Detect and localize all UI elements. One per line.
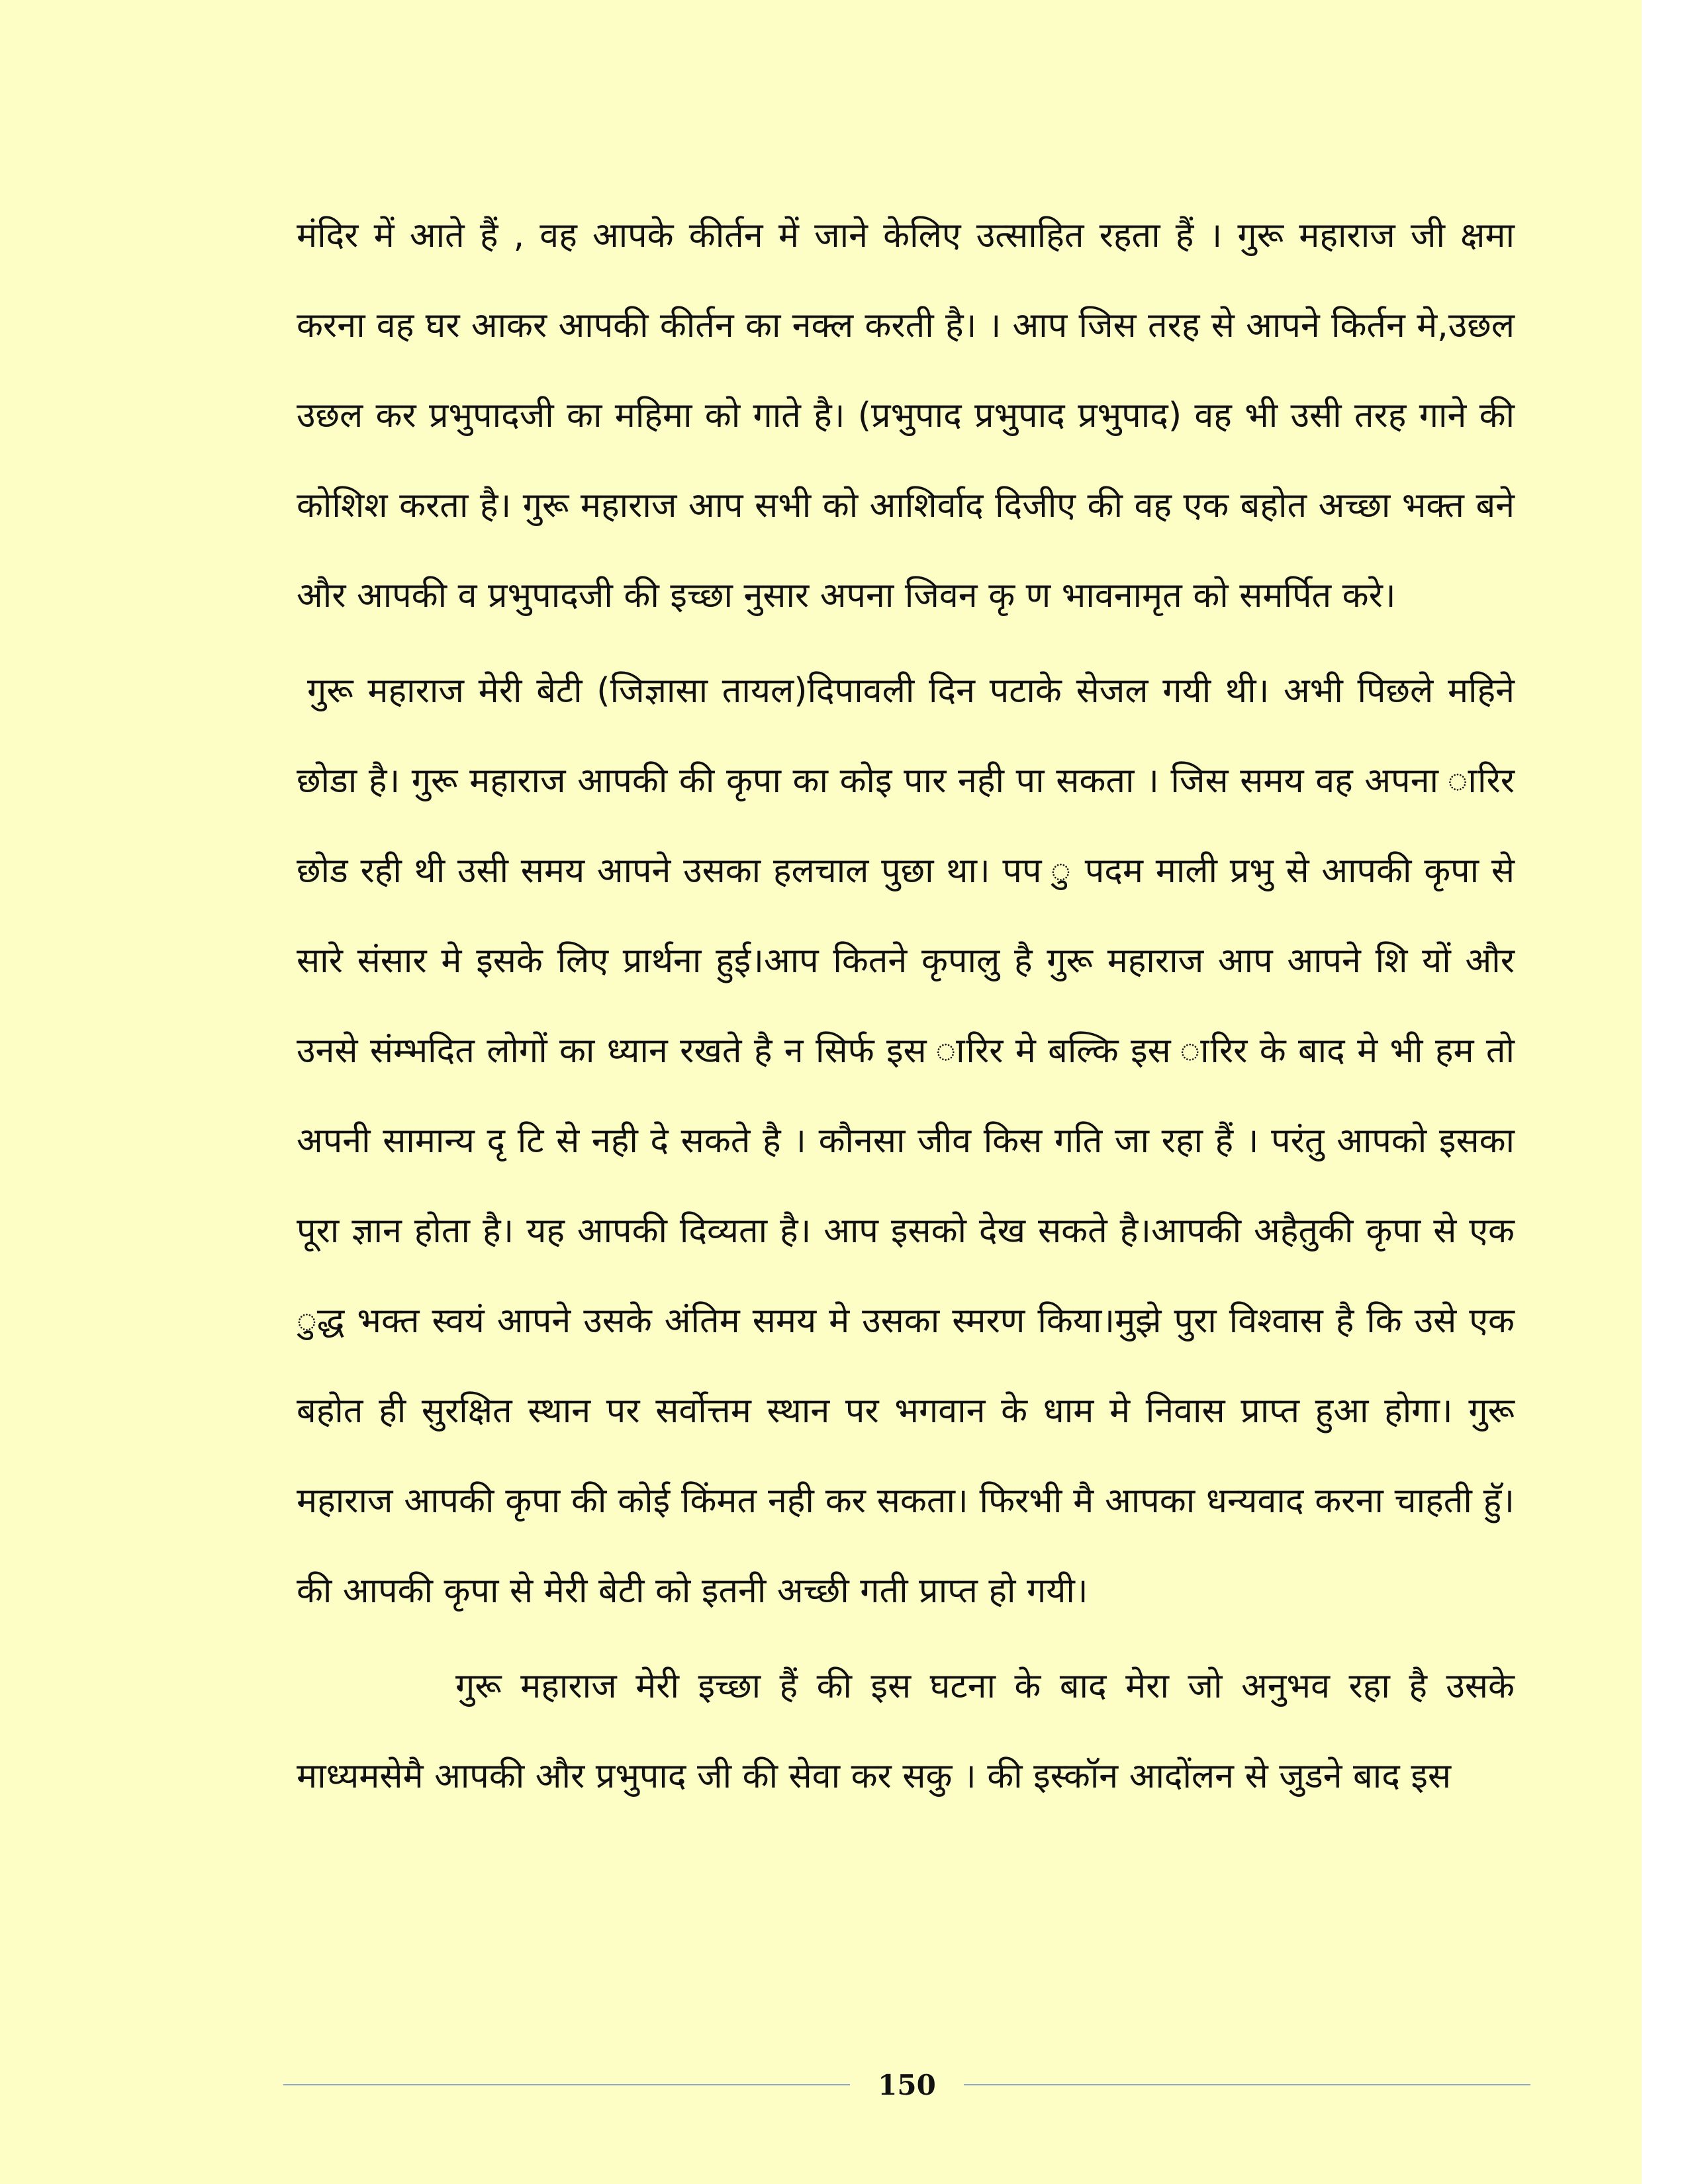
page-body bbox=[297, 191, 1515, 1821]
paragraph-2: गुरू महाराज मेरी बेटी (जिज्ञासा तायल)दिपावली दिन पटाके सेजल गयी थी। अभी पिछले महिने छोडा है। गुरू महाराज आपकी की कृपा का कोइ पार नही पा सकता । जिस समय वह अपना ारिर छोड रही थी उसी समय आपने उसका हलचाल पुछा था। पप ु पदम माली प्रभु से आपकी कृपा से सारे संसार मे इसके लिए प्रार्थना हुई।आप कितने कृपालु है गुरू महाराज आप आपने शि यों और उनसे संम्भदित लोगों का ध्यान रखते है न सिर्फ इस ारिर मे बल्कि इस ारिर के बाद मे भी हम तो अपनी सामान्य दृ टि से नही दे सकते है । कौनसा जीव किस गति जा रहा हैं । परंतु आपको इसका पूरा ज्ञान होता है। यह आपकी दिव्यता है। आप इसको देख सकते है।आपकी अहैतुकी कृपा से एक ुद्ध भक्त स्वयं आपने उसके अंतिम समय मे उसका स्मरण किया।मुझे पुरा विश्वास है कि उसे एक बहोत ही सुरक्षित स्थान पर सर्वोत्तम स्थान पर भगवान के धाम मे निवास प्राप्त हुआ होगा। गुरू महाराज आपकी कृपा की कोई किंमत नही कर सकता। फिरभी मै आपका धन्यवाद करना चाहती हुॅ।की आपकी कृपा से मेरी बेटी को इतनी अच्छी गती प्राप्त हो गयी। bbox=[297, 671, 1515, 1611]
page-number: 150 bbox=[878, 2068, 936, 2101]
footer-rule-left bbox=[283, 2084, 850, 2085]
paragraph-1: मंदिर में आते हैं , वह आपके कीर्तन में जाने केलिए उत्साहित रहता हैं । गुरू महाराज जी क्षमा करना वह घर आकर आपकी कीर्तन का नक्ल करती है। । आप जिस तरह से आपने किर्तन मे,उछल उछल कर प्रभुपादजी का महिमा को गाते है। (प्रभुपाद प्रभुपाद प्रभुपाद) वह भी उसी तरह गाने की कोशिश करता है। गुरू महाराज आप सभी को आशिर्वाद दिजीए की वह एक बहोत अच्छा भक्त बने और आपकी व प्रभुपादजी की इच्छा नुसार अपना जिवन कृ ण भावनामृत को समर्पित करे। bbox=[297, 216, 1515, 615]
page-footer bbox=[283, 2065, 1530, 2105]
paragraph-3: गुरू महाराज मेरी इच्छा हैं की इस घटना के बाद मेरा जो अनुभव रहा है उसके माध्यमसेमै आपकी और प्रभुपाद जी की सेवा कर सकु । की इस्कॉन आदोंलन से जुडने बाद इस bbox=[297, 1666, 1515, 1796]
footer-rule-right bbox=[964, 2084, 1530, 2085]
